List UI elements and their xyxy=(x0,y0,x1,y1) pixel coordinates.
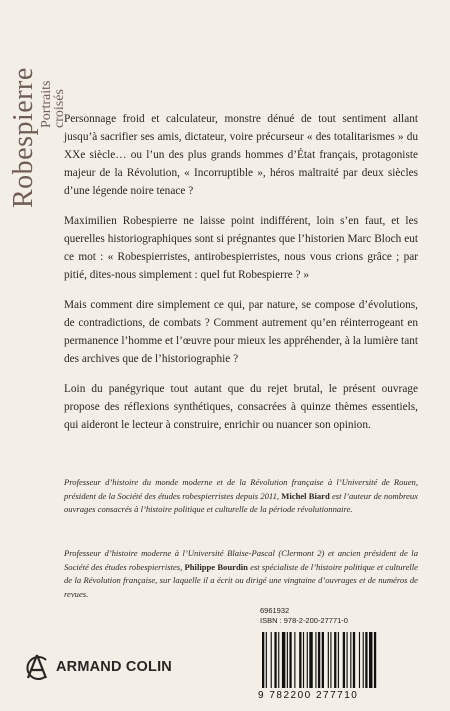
product-codes xyxy=(260,606,348,626)
barcode-bar xyxy=(328,632,329,688)
barcode-bar xyxy=(334,632,336,688)
barcode-bar xyxy=(322,632,324,688)
book-title-block xyxy=(8,33,67,223)
publisher-logo xyxy=(24,652,172,682)
barcode-bar xyxy=(315,632,316,688)
barcode-bar xyxy=(294,632,295,688)
barcode-bar xyxy=(303,632,304,688)
book-subtitle xyxy=(40,81,66,128)
author-name: Philippe Bourdin xyxy=(184,561,248,572)
barcode-bar xyxy=(299,632,301,688)
subtitle-line-1: Portraits xyxy=(39,80,54,128)
barcode-bar xyxy=(330,632,331,688)
back-cover-blurb xyxy=(64,110,418,446)
barcode-bar xyxy=(374,632,376,688)
barcode-bar xyxy=(282,632,285,688)
author-bio-bourdin xyxy=(64,547,418,601)
barcode-bar xyxy=(338,632,339,688)
bio-text: est spécialiste de l’histoire politique et culturelle de la Révolution française, sur laquelle il a écrit ou dirigé une vingtaine d’ouvrages et de numéros de revues. xyxy=(64,561,418,599)
armand-colin-monogram-icon xyxy=(24,652,50,682)
barcode-bar xyxy=(271,632,272,688)
barcode-bar xyxy=(343,632,345,688)
barcode-bar xyxy=(287,632,288,688)
blurb-paragraph: Loin du panégyrique tout autant que du rejet brutal, le présent ouvrage propose des réflexions synthétiques, consacrées à quinze thèmes essentiels, qui aideront le lecteur à construire, enrichir ou nuancer son opinion. xyxy=(64,383,418,431)
book-title: Robespierre xyxy=(8,67,39,208)
isbn-text: ISBN : 978-2-200-27771-0 xyxy=(260,616,348,625)
blurb-paragraph: Mais comment dire simplement ce qui, par nature, se compose d’évolutions, de contradictions, de combats ? Comment autrement qu’en réinterrogeant en permanence l’homme et l’œuvre pour mieux les appréhender, à la lumière tant des archives que de l’historiographie ? xyxy=(64,299,418,365)
barcode-bar xyxy=(266,632,267,688)
barcode-bar xyxy=(278,632,279,688)
barcode-bar xyxy=(318,632,320,688)
bio-text: Professeur d’histoire du monde moderne et de la Révolution française à l’Université de Rouen, président de la Société des études robespierristes depuis 2011, xyxy=(64,477,418,501)
barcode-bar xyxy=(359,632,360,688)
subtitle-line-2: croisés xyxy=(52,89,67,128)
barcode-bar xyxy=(369,632,372,688)
barcode-bar xyxy=(274,632,276,688)
bio-text: est l’auteur de nombreux ouvrages consacrés à l’histoire politique et culturelle de la période révolutionnaire. xyxy=(64,490,418,514)
barcode-digits: 9 782200 277710 xyxy=(258,690,359,701)
barcode-bar xyxy=(307,632,308,688)
author-name: Michel Biard xyxy=(281,490,330,501)
barcode-bar xyxy=(347,632,348,688)
bio-text: Professeur d’histoire moderne à l’Université Blaise-Pascal (Clermont 2) et ancien président de la Société des études robespierristes, xyxy=(64,548,418,572)
blurb-paragraph: Maximilien Robespierre ne laisse point indifférent, loin s’en faut, et les querelles historiographiques sont si prégnantes que l’historien Marc Bloch eut ce mot : « Robespierristes, antirobespierristes, nous vous crions grâce ; par pitié, dites-nous simplement : quel fut Robespierre ? » xyxy=(64,215,418,281)
barcode-bar xyxy=(363,632,364,688)
internal-code: 6961932 xyxy=(260,606,290,615)
barcode-bar xyxy=(289,632,291,688)
barcode-bar xyxy=(353,632,355,688)
isbn-barcode xyxy=(258,632,410,692)
barcode-bar xyxy=(309,632,312,688)
barcode-bar xyxy=(365,632,367,688)
author-bio-biard xyxy=(64,476,418,517)
barcode-bar xyxy=(350,632,351,688)
barcode-bar xyxy=(262,632,264,688)
blurb-paragraph: Personnage froid et calculateur, monstre dénué de tout sentiment allant jusqu’à sacrifier ses amis, dictateur, voire précurseur « des totalitarismes » du XXe siècle… ou l’un des plus grands hommes d’État français, protagoniste majeur de la Révolution, « Incorruptible », héros maltraité par deux siècles d’une légende noire tenace ? xyxy=(64,113,418,197)
publisher-name: ARMAND COLIN xyxy=(56,659,172,675)
